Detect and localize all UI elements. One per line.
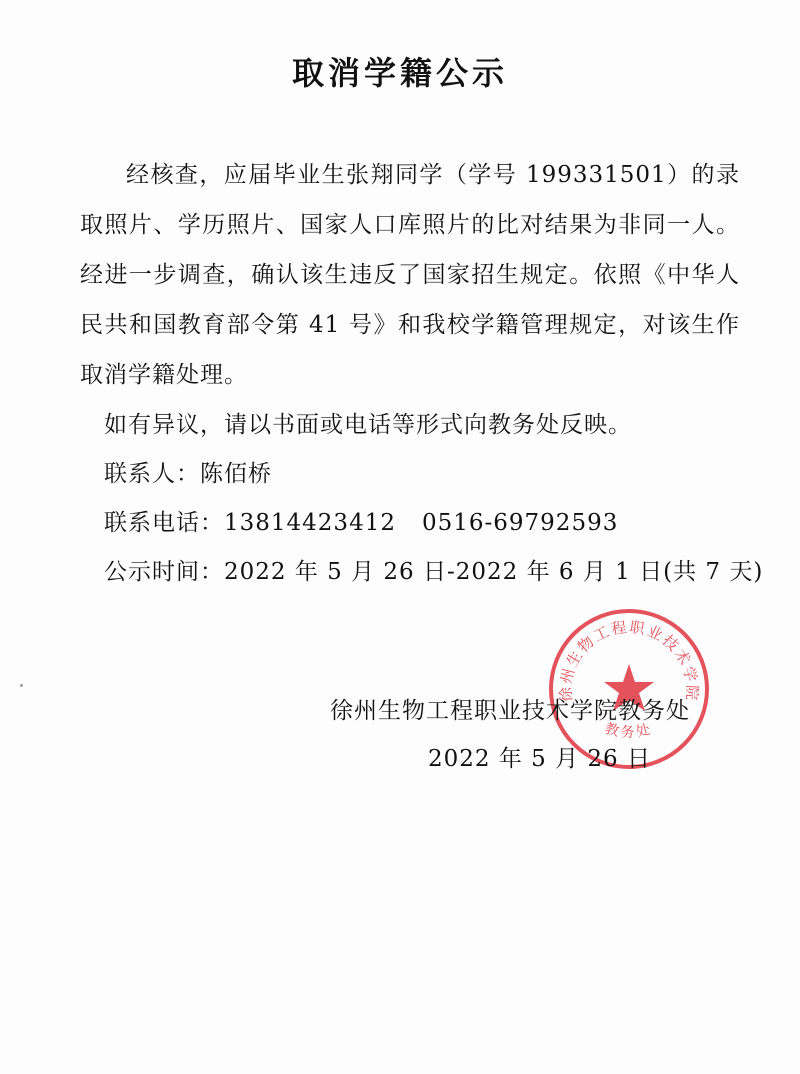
contact-person: 联系人：陈佰桥: [104, 461, 272, 487]
signature-date: 2022 年 5 月 26 日: [428, 746, 651, 772]
seal-text: 徐州生物工程职业技术学院: [556, 617, 702, 703]
scan-speck: [20, 684, 23, 687]
contact-phone-label: 联系电话：: [104, 510, 224, 536]
contact-phone: [80, 498, 740, 547]
main-paragraph: 经核查，应届毕业生张翔同学（学号 199331501）的录取照片、学历照片、国家人口库照片的比对结果为非同一人。经进一步调查，确认该生违反了国家招生规定。依照《中华人民共和国教育部令第 41 号》和我校学籍管理规定，对该生作取消学籍处理。: [80, 162, 740, 388]
seal-bottom-text: 教务处: [602, 720, 656, 741]
notice-period: 公示时间：2022 年 5 月 26 日-2022 年 6 月 1 日(共 7 天): [104, 559, 764, 585]
document-body: [80, 150, 764, 596]
contact-phone-1: 13814423412: [224, 510, 396, 536]
contact-phone-2: 0516-69792593: [421, 510, 619, 536]
objection-paragraph: 如有异议，请以书面或电话等形式向教务处反映。: [104, 412, 632, 438]
document-title: 取消学籍公示: [291, 54, 508, 92]
signature-organization: 徐州生物工程职业技术学院教务处: [330, 698, 690, 724]
